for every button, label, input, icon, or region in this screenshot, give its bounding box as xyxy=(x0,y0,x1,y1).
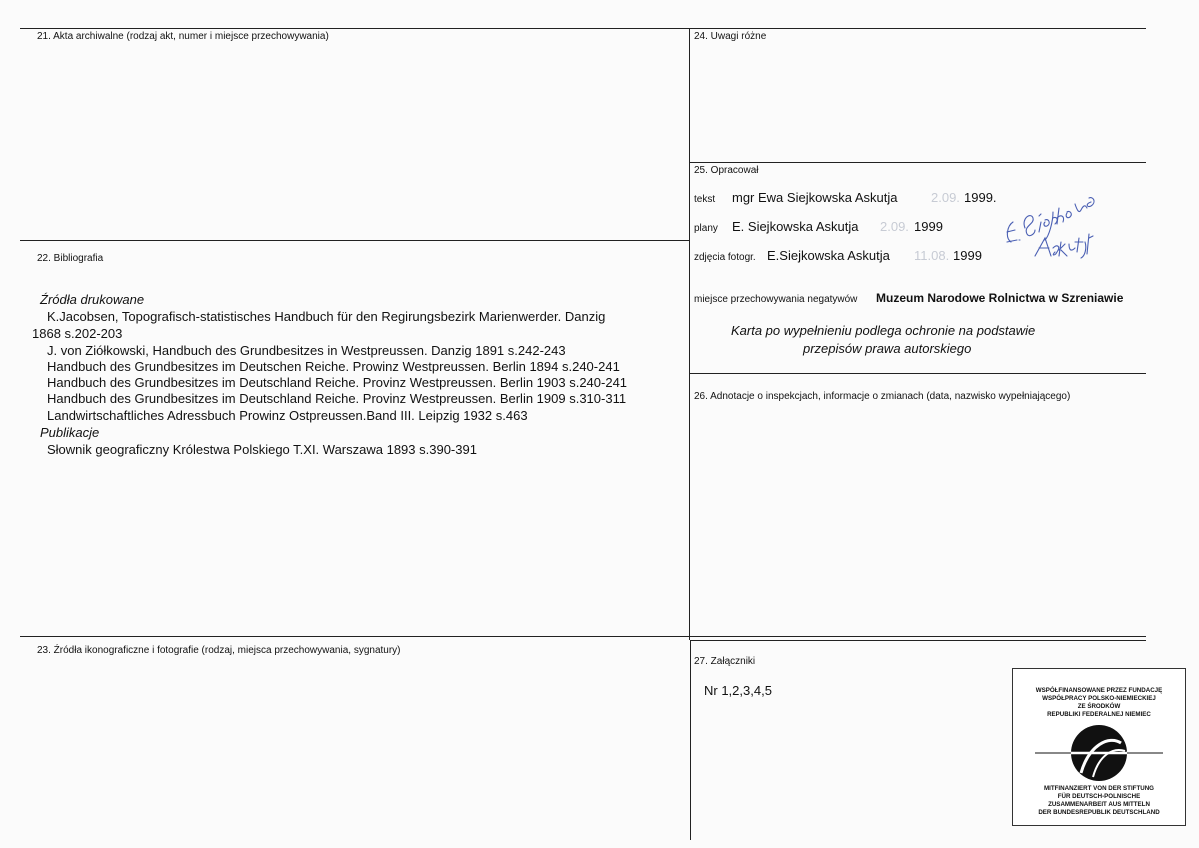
publications-heading: Publikacje xyxy=(40,425,100,440)
plany-date-stamp: 2.09. xyxy=(880,219,909,234)
bibliography-entry: J. von Ziółkowski, Handbuch des Grundbesitzes in Westpreussen. Danzig 1891 s.242-243 xyxy=(47,343,566,358)
bibliography-entry: Handbuch des Grundbesitzes im Deutschen Reiche. Prowinz Westpreussen. Berlin 1894 s.240-241 xyxy=(47,359,620,374)
zdjecia-author: E.Siejkowska Askutja xyxy=(767,248,890,263)
plany-author: E. Siejkowska Askutja xyxy=(732,219,859,234)
section-26-label: 26. Adnotacje o inspekcjach, informacje o zmianach (data, nazwisko wypełniającego) xyxy=(694,391,1071,402)
zdjecia-date-stamp: 11.08. xyxy=(914,248,950,263)
center-divider xyxy=(689,28,690,640)
zdjecia-label: zdjęcia fotogr. xyxy=(694,252,756,263)
logo-caption-pl: WSPÓŁFINANSOWANE PRZEZ FUNDACJĘ WSPÓŁPRACY POLSKO-NIEMIECKIEJ ZE ŚRODKÓW REPUBLIKI FEDERALNEJ NIEMIEC xyxy=(1035,687,1163,718)
section-24-label: 24. Uwagi różne xyxy=(694,31,767,42)
tekst-author: mgr Ewa Siejkowska Askutja xyxy=(732,190,898,205)
bibliography-entry: K.Jacobsen, Topografisch-statistisches Handbuch für den Regirungsbezirk Marienwerder. Danzig xyxy=(47,309,606,324)
divider-22-23 xyxy=(20,636,1146,637)
plany-label: plany xyxy=(694,223,718,234)
plany-date-year: 1999 xyxy=(914,219,943,234)
bibliography-entry: Handbuch des Grundbesitzes im Deutschland Reiche. Provinz Westpreussen. Berlin 1909 s.310-311 xyxy=(47,391,627,406)
foundation-emblem-icon xyxy=(1013,721,1185,791)
tekst-date-stamp: 2.09. xyxy=(931,190,960,205)
bibliography-entry: Landwirtschaftliches Adressbuch Prowinz Ostpreussen.Band III. Leipzig 1932 s.463 xyxy=(47,408,528,423)
bibliography-entry: 1868 s.202-203 xyxy=(32,326,123,341)
copyright-note-line1: Karta po wypełnieniu podlega ochronie na podstawie xyxy=(731,323,1036,338)
section-21-label: 21. Akta archiwalne (rodzaj akt, numer i miejsce przechowywania) xyxy=(37,31,329,42)
printed-sources-heading: Źródła drukowane xyxy=(40,292,145,307)
zdjecia-date-year: 1999 xyxy=(953,248,982,263)
foundation-logo-box xyxy=(1012,668,1186,826)
negatives-location: Muzeum Narodowe Rolnictwa w Szreniawie xyxy=(876,291,1124,305)
copyright-note-line2: przepisów prawa autorskiego xyxy=(803,341,972,356)
handwritten-signature xyxy=(995,182,1110,267)
section-23-label: 23. Źródła ikonograficzne i fotografie (rodzaj, miejsca przechowywania, sygnatury) xyxy=(37,645,401,656)
bibliography-entry: Handbuch des Grundbesitzes im Deutschland Reiche. Provinz Westpreussen. Berlin 1903 s.240-241 xyxy=(47,375,628,390)
negatives-label: miejsce przechowywania negatywów xyxy=(694,294,858,305)
section-25-label: 25. Opracował xyxy=(694,165,759,176)
attachments-list: Nr 1,2,3,4,5 xyxy=(704,683,772,698)
publication-entry: Słownik geograficzny Królestwa Polskiego T.XI. Warszawa 1893 s.390-391 xyxy=(47,442,477,457)
tekst-date-year: 1999. xyxy=(964,190,997,205)
logo-caption-de: MITFINANZIERT VON DER STIFTUNG FÜR DEUTSCH-POLNISCHE ZUSAMMENARBEIT AUS MITTELN DER BUNDESREPUBLIK DEUTSCHLAND xyxy=(1038,785,1160,816)
divider-26-27 xyxy=(690,640,1146,641)
top-border xyxy=(20,28,1146,29)
section-27-label: 27. Załączniki xyxy=(694,656,756,667)
section-22-label: 22. Bibliografia xyxy=(37,253,104,264)
divider-21-22 xyxy=(20,240,689,241)
center-divider-lower xyxy=(690,640,691,840)
divider-25-26 xyxy=(689,373,1146,374)
tekst-label: tekst xyxy=(694,194,716,205)
divider-24-25 xyxy=(689,162,1146,163)
